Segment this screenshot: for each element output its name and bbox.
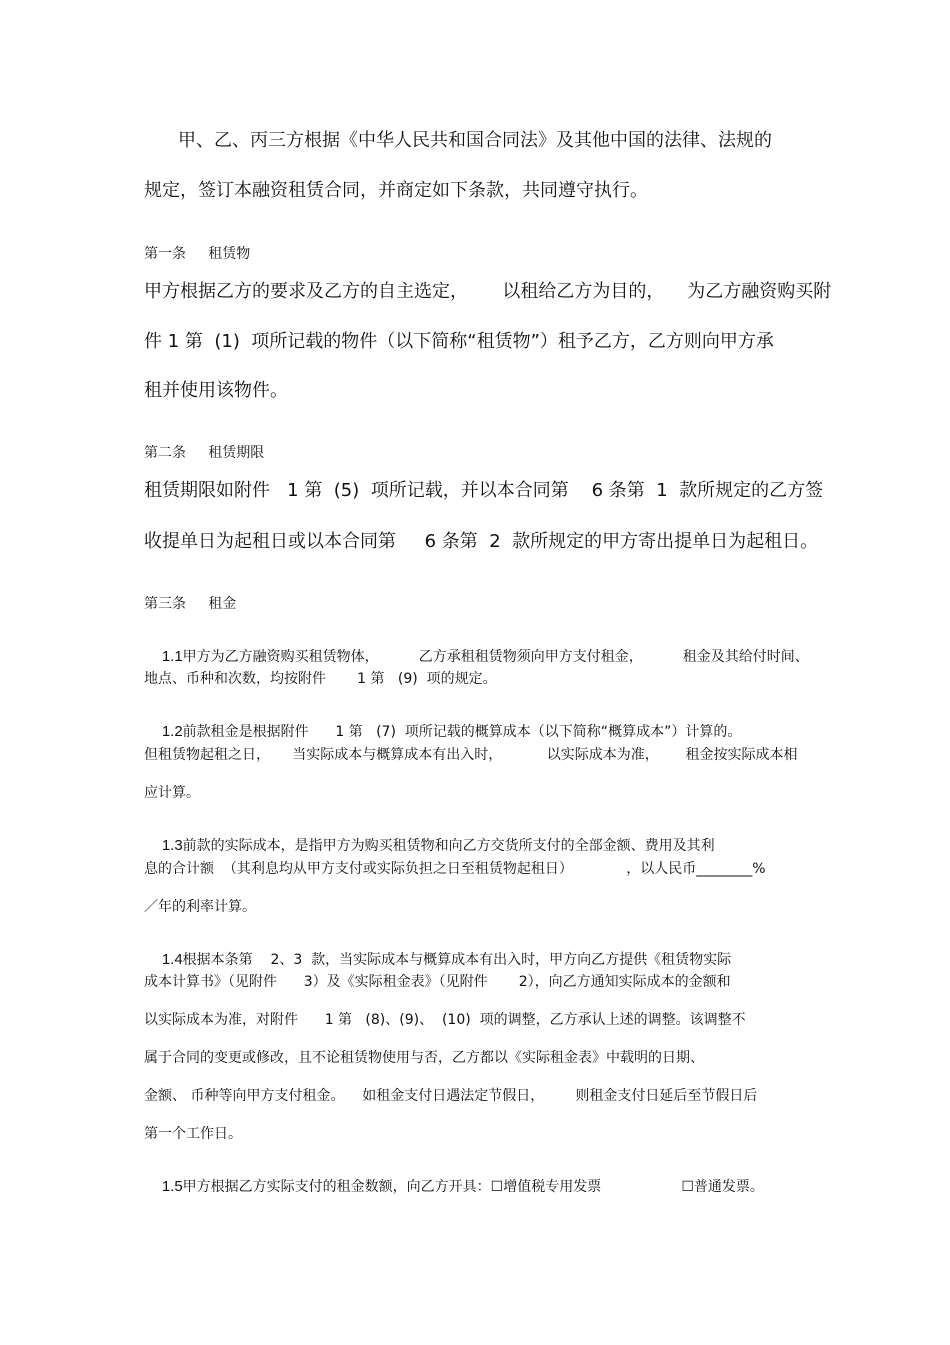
clause-number: 1.3 [161,837,183,854]
clause-number: 1.5 [161,1178,183,1195]
article-1-line-2: 件 1 第 (1) 项所记载的物件（以下简称“租赁物”）租予乙方，乙方则向甲方承 [144,331,774,352]
clause-text: 甲方为乙方融资购买租赁物体， 乙方承租租赁物须向甲方支付租金， 租金及其给付时间、 [182,649,809,665]
clause-1-4-line-5: 金额、 币种等向甲方支付租金。 如租金支付日遇法定节假日， 则租金支付日延后至节假日后 [144,1088,758,1104]
clause-text: 前款租金是根据附件 1 第 (7) 项所记载的概算成本（以下简称“概算成本”）计算的。 [182,724,742,740]
article-2-title: 第二条 租赁期限 [144,445,265,461]
article-2-line-1: 租赁期限如附件 1 第 (5) 项所记载，并以本合同第 6 条第 1 款所规定的乙方签 [144,480,824,501]
clause-1-3-line-3: ／年的利率计算。 [144,899,256,915]
article-3-title: 第三条 租金 [144,596,237,612]
clause-1-2-line-2: 但租赁物起租之日， 当实际成本与概算成本有出入时， 以实际成本为准， 租金按实际成本相 [144,747,798,763]
clause-1-4-line-6: 第一个工作日。 [144,1126,242,1142]
clause-1-4-line-4: 属于合同的变更或修改，且不论租赁物使用与否，乙方都以《实际租金表》中载明的日期、 [144,1050,704,1066]
clause-text: 甲方根据乙方实际支付的租金数额，向乙方开具：☐增值税专用发票 ☐普通发票。 [182,1179,764,1195]
clause-number: 1.2 [161,723,183,740]
clause-1-5 [144,1165,764,1208]
clause-text: 前款的实际成本，是指甲方为购买租赁物和向乙方交货所支付的全部金额、费用及其利 [182,838,715,854]
article-1-title: 第一条 租赁物 [144,246,251,262]
clause-text: 根据本条第 2、3 款，当实际成本与概算成本有出入时，甲方向乙方提供《租赁物实际 [182,952,732,968]
clause-1-3-line-2: 息的合计额 （其利息均从甲方支付或实际负担之日至租赁物起租日） ，以人民币________% [144,861,766,877]
clause-1-4-line-2: 成本计算书》（见附件 3）及《实际租金表》（见附件 2），向乙方通知实际成本的金额和 [144,974,731,990]
article-1-line-1: 甲方根据乙方的要求及乙方的自主选定， 以租给乙方为目的， 为乙方融资购买附 [144,281,832,302]
article-1-line-3: 租并使用该物件。 [144,380,288,401]
clause-1-1-line-2: 地点、币种和次数，均按附件 1 第 (9) 项的规定。 [144,671,497,687]
clause-number: 1.1 [161,648,183,665]
intro-line-1: 甲、乙、丙三方根据《中华人民共和国合同法》及其他中国的法律、法规的 [178,130,772,151]
clause-number: 1.4 [161,951,183,968]
intro-line-2: 规定，签订本融资租赁合同，并商定如下条款，共同遵守执行。 [144,180,648,201]
clause-1-4-line-3: 以实际成本为准，对附件 1 第 (8)、(9)、 (10) 项的调整，乙方承认上述的调整。该调整不 [144,1012,746,1028]
article-2-line-2: 收提单日为起租日或以本合同第 6 条第 2 款所规定的甲方寄出提单日为起租日。 [144,531,819,552]
clause-1-2-line-3: 应计算。 [144,785,200,801]
